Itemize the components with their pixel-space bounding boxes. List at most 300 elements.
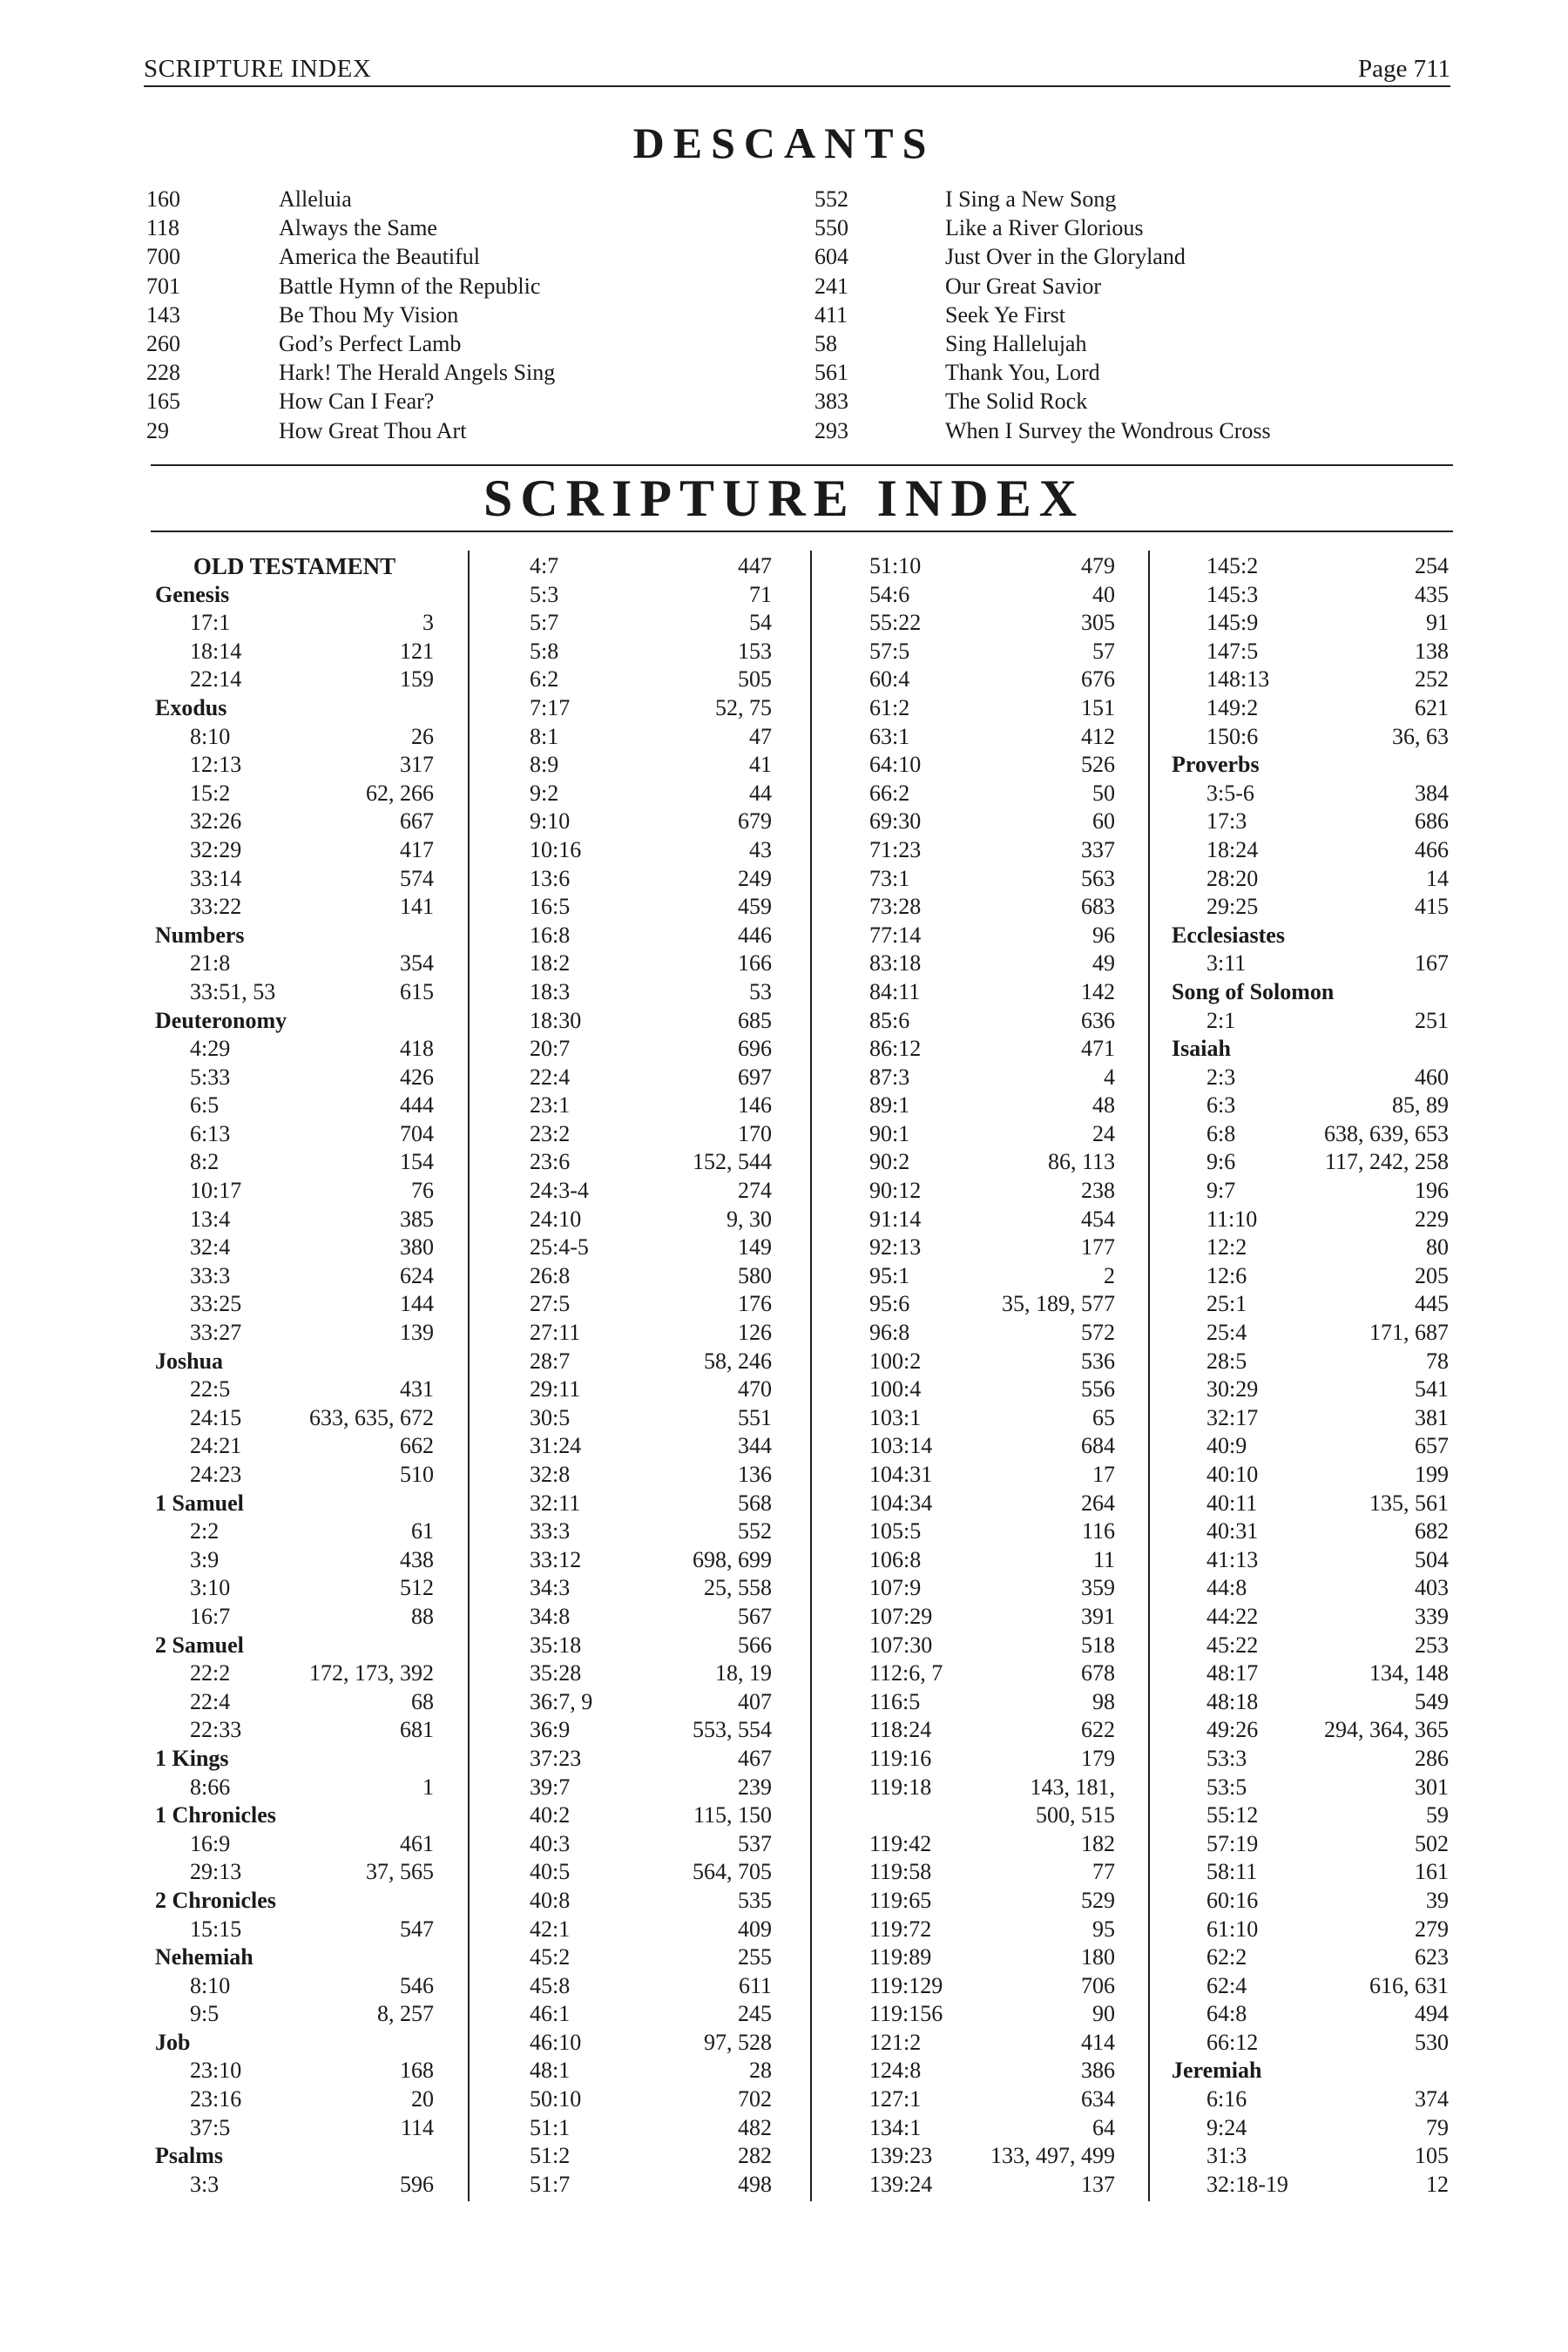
verse-reference: 46:1 (530, 2001, 571, 2027)
hymn-numbers: 18, 19 (715, 1660, 772, 1686)
hymn-numbers: 95 (1092, 1916, 1115, 1942)
hymn-numbers: 151 (1081, 694, 1115, 720)
verse-reference: 37:23 (530, 1745, 582, 1771)
verse-reference: 147:5 (1206, 638, 1259, 664)
index-row (1172, 2085, 1449, 2114)
index-row (155, 638, 434, 666)
hymn-numbers: 144 (400, 1291, 434, 1317)
verse-reference: 24:3-4 (530, 1178, 589, 1204)
index-row (155, 1716, 434, 1745)
hymn-numbers: 77 (1092, 1859, 1115, 1885)
hymn-numbers: 179 (1081, 1745, 1115, 1771)
index-row (1172, 1943, 1449, 1972)
verse-reference: 3:9 (190, 1546, 220, 1572)
hymn-title: Sing Hallelujah (945, 330, 1087, 356)
verse-reference: 145:3 (1206, 581, 1259, 607)
index-row (1172, 1603, 1449, 1632)
hymn-numbers: 359 (1081, 1575, 1115, 1601)
index-row (1172, 1262, 1449, 1291)
index-row (530, 1830, 772, 1859)
verse-reference: 40:5 (530, 1859, 571, 1885)
hymn-numbers: 301 (1415, 1774, 1449, 1800)
hymn-numbers: 249 (738, 865, 772, 891)
hymn-numbers: 54 (749, 610, 772, 636)
hymn-numbers: 98 (1092, 1688, 1115, 1714)
book-heading: 1 Kings (155, 1745, 229, 1771)
index-row (155, 2085, 434, 2114)
verse-reference: 22:2 (190, 1660, 231, 1686)
hymn-numbers: 28 (749, 2058, 772, 2084)
index-row (869, 978, 1115, 1007)
hymn-numbers: 386 (1081, 2058, 1115, 2084)
book-heading: Deuteronomy (155, 1007, 287, 1033)
verse-reference: 87:3 (869, 1064, 910, 1090)
index-row (1172, 1546, 1449, 1575)
hymn-title: Always the Same (279, 215, 437, 241)
index-row (869, 1120, 1115, 1149)
descants-title: DESCANTS (632, 118, 936, 167)
verse-reference: 9:5 (190, 2001, 220, 2027)
verse-reference: 18:3 (530, 978, 571, 1004)
index-row (869, 723, 1115, 752)
verse-reference: 7:17 (530, 694, 571, 720)
verse-reference: 58:11 (1206, 1859, 1258, 1885)
index-row (530, 1517, 772, 1546)
hymn-numbers: 65 (1092, 1404, 1115, 1430)
hymn-numbers: 255 (738, 1944, 772, 1970)
index-row (155, 808, 434, 836)
verse-reference: 73:1 (869, 865, 910, 891)
index-row (1172, 1432, 1449, 1461)
verse-reference: 89:1 (869, 1092, 910, 1119)
verse-reference: 23:2 (530, 1120, 571, 1146)
hymn-numbers: 171, 687 (1369, 1320, 1449, 1346)
index-row (155, 2000, 434, 2029)
verse-reference: 33:22 (190, 894, 242, 920)
index-row (530, 2057, 772, 2085)
hymn-numbers: 596 (400, 2171, 434, 2197)
verse-reference: 40:31 (1206, 1518, 1259, 1544)
hymn-numbers: 380 (400, 1234, 434, 1260)
hymn-numbers: 470 (738, 1376, 772, 1402)
hymn-numbers: 43 (749, 836, 772, 862)
hymn-title: Our Great Savior (945, 273, 1102, 299)
verse-reference: 15:15 (190, 1916, 242, 1942)
index-row (530, 780, 772, 808)
verse-reference: 33:25 (190, 1291, 242, 1317)
index-row (1172, 836, 1449, 865)
verse-reference: 34:3 (530, 1575, 571, 1601)
hymn-numbers: 238 (1081, 1178, 1115, 1204)
index-row (1172, 1375, 1449, 1404)
index-row (1172, 2171, 1449, 2200)
hymn-numbers: 50 (1092, 780, 1115, 806)
index-row (1172, 552, 1449, 581)
index-row (530, 1774, 772, 1802)
verse-reference: 31:24 (530, 1433, 582, 1459)
hymn-numbers: 563 (1081, 865, 1115, 891)
index-row (1172, 950, 1449, 978)
index-row (155, 2114, 434, 2143)
index-row (155, 666, 434, 694)
hymn-number: 550 (814, 215, 848, 241)
verse-reference: 27:5 (530, 1291, 571, 1317)
index-row (1172, 808, 1449, 836)
hymn-numbers: 461 (400, 1830, 434, 1856)
index-row (869, 950, 1115, 978)
index-row (155, 1858, 434, 1887)
descant-row (146, 272, 555, 301)
descant-row (814, 416, 1271, 445)
hymn-numbers: 467 (738, 1745, 772, 1771)
verse-reference: 13:4 (190, 1206, 231, 1232)
verse-reference: 66:2 (869, 780, 910, 806)
hymn-numbers: 253 (1415, 1632, 1449, 1658)
index-row (1172, 1830, 1449, 1859)
verse-reference: 6:3 (1206, 1092, 1236, 1119)
index-row (155, 950, 434, 978)
verse-reference: 11:10 (1206, 1206, 1258, 1232)
verse-reference: 25:1 (1206, 1291, 1247, 1317)
index-row (155, 1745, 434, 1774)
verse-reference: 32:11 (530, 1490, 581, 1516)
verse-reference: 9:2 (530, 780, 559, 806)
verse-reference: 64:8 (1206, 2001, 1247, 2027)
verse-reference: 61:2 (869, 694, 910, 720)
verse-reference: 16:5 (530, 894, 571, 920)
verse-reference: 4:29 (190, 1036, 231, 1062)
book-heading: Nehemiah (155, 1944, 253, 1970)
descant-row (146, 416, 555, 445)
index-row (530, 666, 772, 694)
verse-reference: 15:2 (190, 780, 231, 806)
testament-heading: OLD TESTAMENT (193, 553, 396, 579)
hymn-numbers: 161 (1415, 1859, 1449, 1885)
descant-row (814, 185, 1271, 213)
hymn-numbers: 80 (1426, 1234, 1449, 1260)
hymn-numbers: 61 (411, 1518, 434, 1544)
hymn-numbers: 616, 631 (1369, 1972, 1449, 1998)
hymn-numbers: 172, 173, 392 (309, 1660, 434, 1686)
hymn-numbers: 638, 639, 653 (1324, 1120, 1449, 1146)
hymn-numbers: 510 (400, 1462, 434, 1487)
hymn-numbers: 444 (400, 1092, 434, 1119)
verse-reference: 139:23 (869, 2143, 933, 2169)
hymn-number: 604 (814, 244, 848, 270)
index-row (530, 1490, 772, 1518)
verse-reference: 90:1 (869, 1120, 910, 1146)
hymn-numbers: 4 (1104, 1064, 1115, 1090)
hymn-number: 118 (146, 215, 180, 241)
descant-row (146, 185, 555, 213)
hymn-number: 701 (146, 273, 180, 299)
index-row (530, 1688, 772, 1717)
descant-row (814, 242, 1271, 271)
hymn-numbers: 96 (1092, 922, 1115, 948)
index-row (869, 1092, 1115, 1120)
verse-reference: 49:26 (1206, 1717, 1259, 1743)
index-row (1172, 1688, 1449, 1717)
index-row (1172, 638, 1449, 666)
header-rule (144, 85, 1450, 87)
hymn-numbers: 239 (738, 1774, 772, 1800)
index-row (869, 1517, 1115, 1546)
verse-reference: 5:3 (530, 581, 559, 607)
hymn-numbers: 686 (1415, 808, 1449, 835)
hymn-numbers: 41 (749, 752, 772, 778)
hymn-numbers: 97, 528 (704, 2029, 772, 2055)
verse-reference: 33:3 (530, 1518, 571, 1544)
verse-reference: 54:6 (869, 581, 910, 607)
verse-reference: 18:2 (530, 950, 571, 977)
index-row (530, 893, 772, 922)
index-row (530, 1546, 772, 1575)
verse-reference: 9:6 (1206, 1149, 1236, 1175)
hymn-numbers: 551 (738, 1404, 772, 1430)
index-row (530, 1348, 772, 1376)
index-row (155, 609, 434, 638)
hymn-number: 411 (814, 301, 848, 328)
index-row (869, 1348, 1115, 1376)
hymn-numbers: 415 (1415, 894, 1449, 920)
descant-row (146, 387, 555, 416)
index-row (1172, 1574, 1449, 1603)
hymn-numbers: 546 (400, 1972, 434, 1998)
hymn-numbers: 409 (738, 1916, 772, 1942)
verse-reference: 53:3 (1206, 1745, 1247, 1771)
verse-reference: 119:16 (869, 1745, 932, 1771)
index-row (155, 1688, 434, 1717)
index-row (155, 1490, 434, 1518)
hymn-numbers: 91 (1426, 610, 1449, 636)
verse-reference: 18:30 (530, 1007, 582, 1033)
verse-reference: 95:6 (869, 1291, 910, 1317)
hymn-numbers: 702 (738, 2086, 772, 2112)
index-row (530, 865, 772, 894)
index-row (530, 751, 772, 780)
hymn-numbers: 460 (1415, 1064, 1449, 1090)
hymn-numbers: 662 (400, 1433, 434, 1459)
verse-reference: 103:1 (869, 1404, 922, 1430)
index-row (869, 609, 1115, 638)
verse-reference: 12:6 (1206, 1262, 1247, 1288)
verse-reference: 71:23 (869, 836, 922, 862)
verse-reference: 18:24 (1206, 836, 1259, 862)
book-heading: Isaiah (1172, 1036, 1231, 1062)
scripture-index-title: SCRIPTURE INDEX (483, 470, 1085, 527)
hymn-numbers: 286 (1415, 1745, 1449, 1771)
book-heading: 2 Chronicles (155, 1887, 276, 1913)
index-row (1172, 666, 1449, 694)
index-row (155, 1432, 434, 1461)
index-row (869, 1432, 1115, 1461)
index-row (155, 1064, 434, 1092)
index-row (530, 1603, 772, 1632)
hymn-numbers: 498 (738, 2171, 772, 2197)
running-title: SCRIPTURE INDEX (144, 55, 372, 83)
hymn-title: Just Over in the Gloryland (945, 244, 1186, 270)
hymn-numbers: 205 (1415, 1262, 1449, 1288)
index-row (869, 893, 1115, 922)
index-row (1172, 865, 1449, 894)
verse-reference: 90:2 (869, 1149, 910, 1175)
verse-reference: 9:24 (1206, 2114, 1247, 2140)
hymn-numbers: 252 (1415, 666, 1449, 693)
index-row (1172, 1972, 1449, 2001)
hymn-numbers: 245 (738, 2001, 772, 2027)
verse-reference: 145:9 (1206, 610, 1259, 636)
hymn-title: How Great Thou Art (279, 417, 467, 443)
verse-reference: 107:29 (869, 1603, 933, 1629)
hymn-numbers: 339 (1415, 1603, 1449, 1629)
verse-reference: 100:2 (869, 1348, 922, 1374)
verse-reference: 119:58 (869, 1859, 932, 1885)
verse-reference: 23:16 (190, 2086, 242, 2112)
index-row (1172, 1148, 1449, 1177)
index-row (1172, 1092, 1449, 1120)
index-row (869, 666, 1115, 694)
verse-reference: 29:11 (530, 1376, 581, 1402)
hymn-numbers: 36, 63 (1392, 723, 1449, 749)
hymn-numbers: 90 (1092, 2001, 1115, 2027)
hymn-numbers: 502 (1415, 1830, 1449, 1856)
hymn-title: Be Thou My Vision (279, 301, 459, 328)
verse-reference: 3:5-6 (1206, 780, 1254, 806)
book-heading: Proverbs (1172, 752, 1260, 778)
verse-reference: 40:9 (1206, 1433, 1247, 1459)
verse-reference: 53:5 (1206, 1774, 1247, 1800)
hymn-numbers: 414 (1081, 2029, 1115, 2055)
verse-reference: 124:8 (869, 2058, 922, 2084)
index-row (155, 1603, 434, 1632)
verse-reference: 24:21 (190, 1433, 242, 1459)
verse-reference: 8:2 (190, 1149, 220, 1175)
hymn-numbers: 471 (1081, 1036, 1115, 1062)
verse-reference: 51:7 (530, 2171, 571, 2197)
index-row (869, 1943, 1115, 1972)
verse-reference: 23:10 (190, 2058, 242, 2084)
hymn-numbers: 49 (1092, 950, 1115, 977)
index-row (1172, 1233, 1449, 1262)
index-row (869, 1916, 1115, 1944)
verse-reference: 60:4 (869, 666, 910, 693)
hymn-number: 241 (814, 273, 848, 299)
index-row (530, 2029, 772, 2058)
index-row (530, 1659, 772, 1688)
index-row (155, 1972, 434, 2001)
hymn-numbers: 254 (1415, 553, 1449, 578)
index-row (1172, 723, 1449, 752)
hymn-numbers: 684 (1081, 1433, 1115, 1459)
verse-reference: 21:8 (190, 950, 231, 977)
hymn-numbers: 426 (400, 1064, 434, 1090)
verse-reference: 22:14 (190, 666, 242, 693)
hymn-numbers: 704 (400, 1120, 434, 1146)
index-row (869, 1574, 1115, 1603)
hymn-numbers: 121 (400, 638, 434, 664)
index-row (869, 1064, 1115, 1092)
hymn-title: Hark! The Herald Angels Sing (279, 360, 556, 386)
verse-reference: 40:10 (1206, 1462, 1259, 1487)
index-row (1172, 893, 1449, 922)
index-row (1172, 1319, 1449, 1348)
hymn-numbers: 58, 246 (704, 1348, 772, 1374)
index-row (155, 1801, 434, 1830)
verse-reference: 35:28 (530, 1660, 582, 1686)
verse-reference: 32:18-19 (1206, 2171, 1288, 2197)
index-row (869, 751, 1115, 780)
verse-reference: 73:28 (869, 894, 922, 920)
index-row (1172, 780, 1449, 808)
verse-reference: 33:27 (190, 1320, 242, 1346)
verse-reference: 26:8 (530, 1262, 571, 1288)
hymn-numbers: 574 (400, 865, 434, 891)
hymn-numbers: 344 (738, 1433, 772, 1459)
index-row (530, 1064, 772, 1092)
index-row (530, 922, 772, 950)
descant-row (146, 213, 555, 242)
hymn-number: 561 (814, 360, 848, 386)
verse-reference: 85:6 (869, 1007, 910, 1033)
verse-reference: 145:2 (1206, 553, 1259, 578)
verse-reference: 28:20 (1206, 865, 1259, 891)
verse-reference: 8:66 (190, 1774, 231, 1800)
verse-reference: 37:5 (190, 2114, 231, 2140)
hymn-numbers: 68 (411, 1688, 434, 1714)
hymn-numbers: 196 (1415, 1178, 1449, 1204)
verse-reference: 119:65 (869, 1887, 932, 1913)
hymn-numbers: 139 (400, 1320, 434, 1346)
verse-reference: 32:29 (190, 836, 242, 862)
index-row (155, 2171, 434, 2200)
hymn-numbers: 682 (1415, 1518, 1449, 1544)
hymn-numbers: 76 (411, 1178, 434, 1204)
hymn-numbers: 53 (749, 978, 772, 1004)
index-row (1172, 2142, 1449, 2171)
hymn-title: I Sing a New Song (945, 186, 1117, 212)
hymn-number: 29 (146, 417, 169, 443)
index-row (530, 1375, 772, 1404)
verse-reference: 139:24 (869, 2171, 933, 2197)
index-row (869, 865, 1115, 894)
verse-reference: 103:14 (869, 1433, 933, 1459)
hymn-number: 58 (814, 330, 837, 356)
verse-reference: 50:10 (530, 2086, 582, 2112)
verse-reference: 25:4-5 (530, 1234, 589, 1260)
index-row (869, 1262, 1115, 1291)
hymn-numbers: 116 (1081, 1518, 1115, 1544)
hymn-title: Alleluia (279, 186, 352, 212)
index-row (155, 694, 434, 723)
verse-reference: 3:3 (190, 2171, 220, 2197)
hymn-title: Battle Hymn of the Republic (279, 273, 541, 299)
descant-row (146, 242, 555, 271)
hymn-numbers: 136 (738, 1462, 772, 1487)
hymn-numbers: 79 (1426, 2114, 1449, 2140)
index-row (530, 2171, 772, 2200)
index-row (155, 1546, 434, 1575)
verse-reference: 3:10 (190, 1575, 231, 1601)
index-row (155, 2057, 434, 2085)
index-row (1172, 1774, 1449, 1802)
index-row (530, 581, 772, 610)
book-heading: Psalms (155, 2143, 223, 2169)
book-heading: Ecclesiastes (1172, 922, 1285, 948)
index-row (869, 1716, 1115, 1745)
verse-reference: 29:25 (1206, 894, 1259, 920)
hymn-numbers: 143, 181, (1030, 1774, 1115, 1800)
verse-reference: 61:10 (1206, 1916, 1259, 1942)
